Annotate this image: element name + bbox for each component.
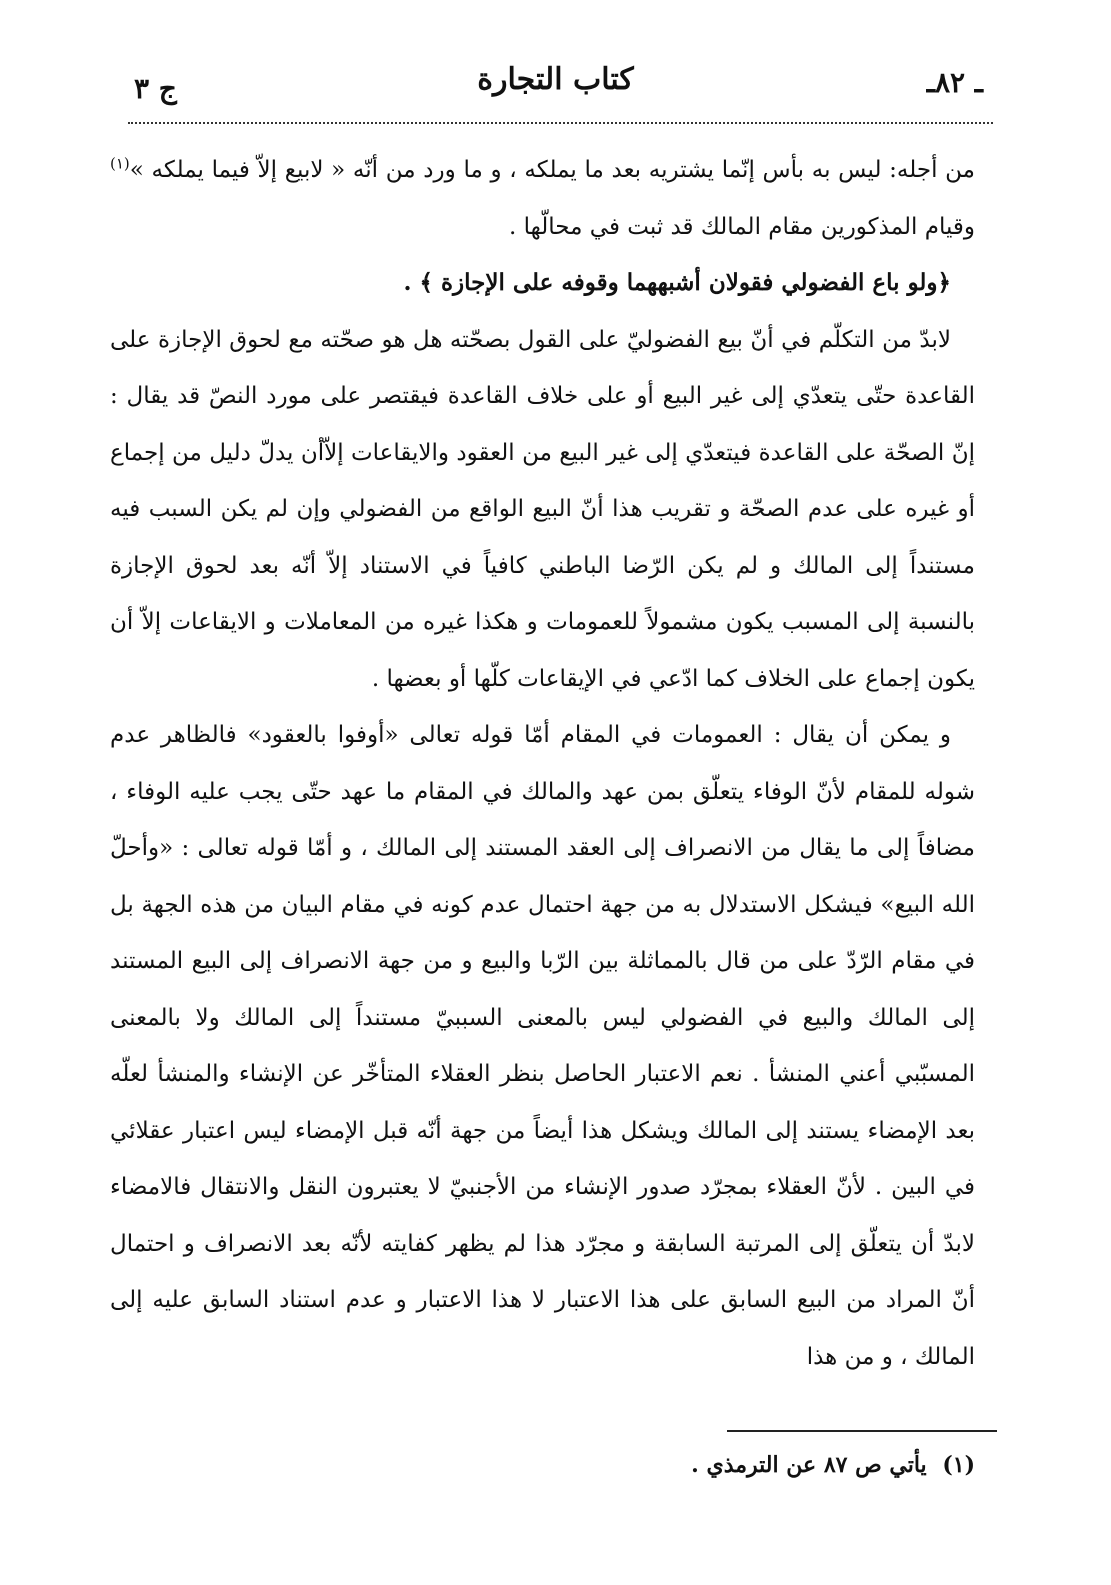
page-number: ـ ٨٢ـ xyxy=(926,66,983,99)
main-text xyxy=(110,142,975,1385)
paragraph-text-tail: وقيام المذكورين مقام المالك قد ثبت في محالّها . xyxy=(509,213,975,240)
footnote-text: يأتي ص ٨٧ عن الترمذي . xyxy=(691,1452,927,1478)
paragraph: و يمكن أن يقال : العمومات في المقام أمّا قوله تعالى «أوفوا بالعقود» فالظاهر عدم شوله للمقام لأنّ الوفاء يتعلّق بمن عهد والمالك في المقام ما عهد حتّى يجب عليه الوفاء ، مضافاً إلى ما يقال من الانصراف إلى العقد المستند إلى المالك ، و أمّا قوله تعالى : «وأحلّ الله البيع» فيشكل الاستدلال به من جهة احتمال عدم كونه في مقام البيان من هذه الجهة بل في مقام الرّدّ على من قال بالمماثلة بين الرّبا والبيع و من جهة الانصراف إلى البيع المستند إلى المالك والبيع في الفضولي ليس بالمعنى السببيّ مستنداً إلى المالك ولا بالمعنى المسبّبي أعني المنشأ . نعم الاعتبار الحاصل بنظر العقلاء المتأخّر عن الإنشاء والمنشأ لعلّه بعد الإمضاء يستند إلى المالك ويشكل هذا أيضاً من جهة أنّه قبل الإمضاء ليس اعتبار عقلائي في البين . لأنّ العقلاء بمجرّد صدور الإنشاء من الأجنبيّ لا يعتبرون النقل والانتقال فالامضاء لابدّ أن يتعلّق إلى المرتبة السابقة و مجرّد هذا لم يظهر كفايته لأنّه بعد الانصراف و احتمال أنّ المراد من البيع السابق على هذا الاعتبار لا هذا الاعتبار و عدم استناد السابق عليه إلى المالك ، و من هذا xyxy=(110,722,975,1370)
footnote-marker: (١) xyxy=(942,1452,975,1478)
volume-number: ج ٣ xyxy=(134,72,177,105)
running-header xyxy=(128,62,983,110)
paragraph: لابدّ من التكلّم في أنّ بيع الفضوليّ على القول بصحّته هل هو صحّته مع لحوق الإجازة على القاعدة حتّى يتعدّي إلى غير البيع أو على خلاف القاعدة فيقتصر على مورد النصّ قد يقال : إنّ الصحّة على القاعدة فيتعدّي إلى غير البيع من العقود والايقاعات إلاّأن يدلّ دليل من إجماع أو غيره على عدم الصحّة و تقريب هذا أنّ البيع الواقع من الفضولي وإن لم يكن السبب فيه مستنداً إلى المالك و لم يكن الرّضا الباطني كافياً في الاستناد إلاّ أنّه بعد لحوق الإجازة بالنسبة إلى المسبب يكون مشمولاً للعمومات و هكذا غيره من المعاملات و الايقاعات إلاّ أن يكون إجماع على الخلاف كما ادّعي في الإيقاعات كلّها أو بعضها . xyxy=(110,326,975,692)
paragraph-text: من أجله: ليس به بأس إنّما يشتريه بعد ما يملكه ، و ما ورد من أنّه « لابيع إلاّ فيما يملكه » xyxy=(129,157,975,183)
footnote-reference: (١) xyxy=(110,154,130,173)
footnote xyxy=(110,1448,975,1482)
header-divider xyxy=(128,122,993,124)
book-title: كتاب التجارة xyxy=(477,62,634,97)
section-heading: ﴿ولو باع الفضولي فقولان أشبههما وقوفه على الإجازة ﴾ . xyxy=(403,269,951,296)
paragraph-continuation xyxy=(110,142,975,255)
footnote-divider xyxy=(727,1430,997,1432)
